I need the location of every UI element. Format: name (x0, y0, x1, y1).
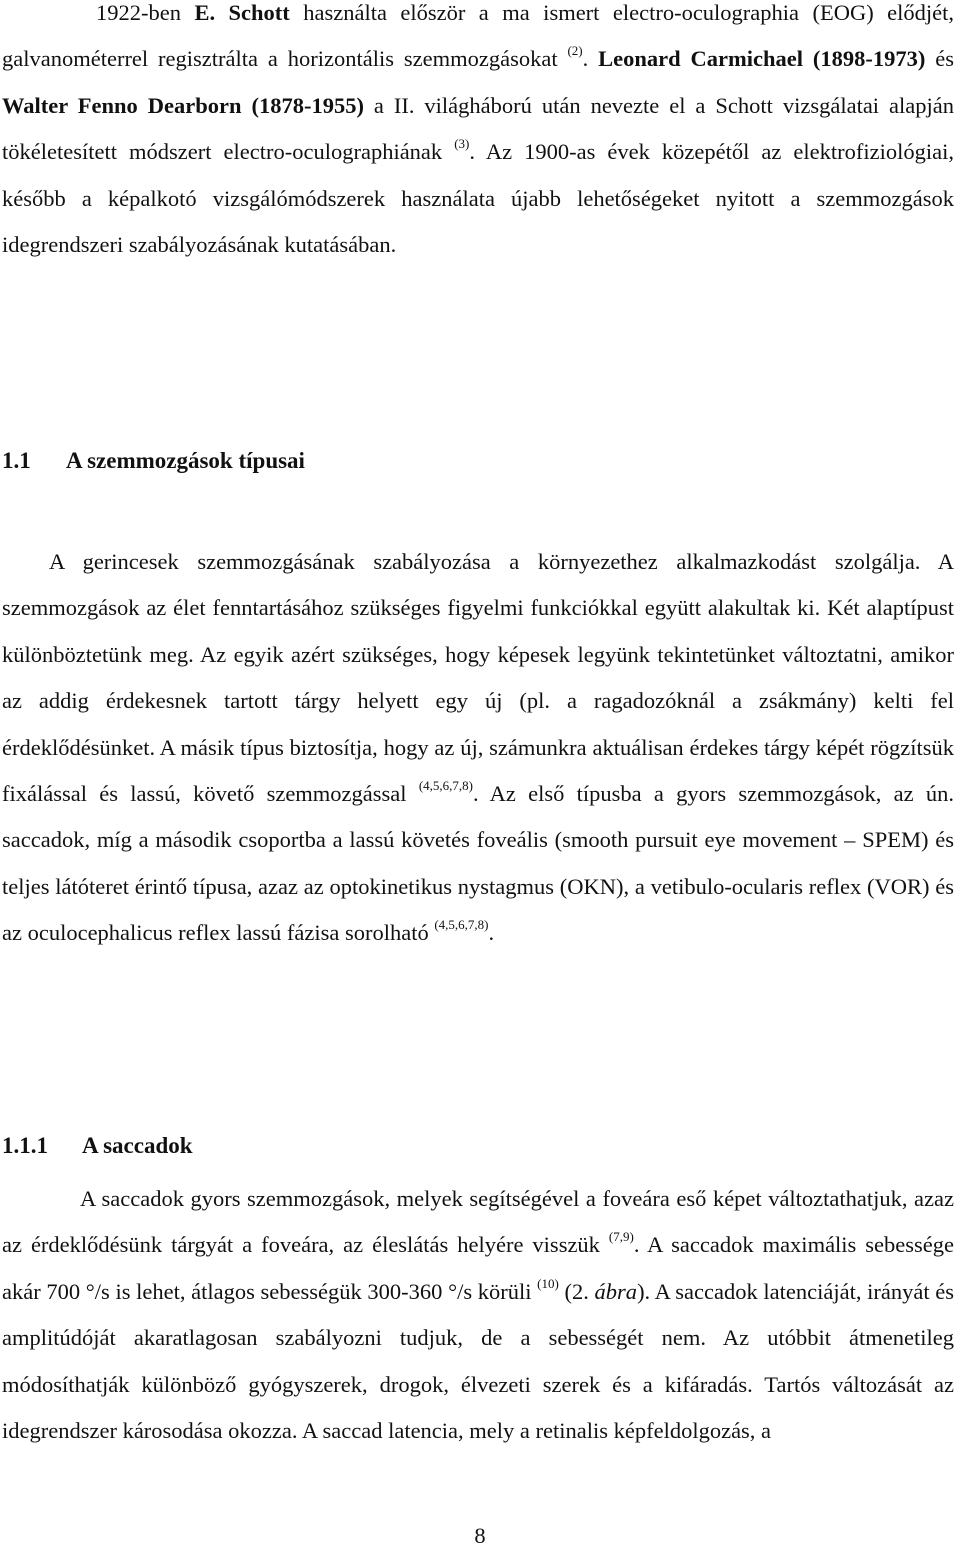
section-heading (2, 446, 305, 476)
name-dearborn: Walter Fenno Dearborn (1878-1955) (2, 92, 364, 118)
subsection-title: A saccadok (82, 1133, 193, 1158)
name-schott: E. Schott (194, 0, 290, 25)
subsection-heading (2, 1131, 193, 1161)
subsection-paragraph (2, 1176, 954, 1454)
citation-ref: (10) (537, 1275, 559, 1291)
body-text: A gerincesek szemmozgásának szabályozása a környezethez alkalmazkodást szolgálja. A szemmozgások az élet fenntartásához szükséges figyelmi funkciókkal együtt alakultak ki. Két alaptípust különböztetünk meg. Az egyik azért szükséges, hogy képesek legyünk tekintetünket változtatni, amikor az addig érdekesnek tartott tárgy helyett egy új (pl. a ragadozóknál a zsákmány) kelti fel érdeklődésünket. A másik típus biztosítja, hogy az új, számunkra aktuálisan érdekes tárgy képét rögzítsük fixálással és lassú, követő szemmozgással (2, 549, 954, 807)
figure-reference: ábra (594, 1278, 638, 1304)
body-text: és (935, 46, 955, 72)
body-text: (2. (558, 1278, 589, 1304)
year-text: 1922-ben (96, 0, 181, 25)
intro-paragraph (2, 0, 954, 268)
body-text: használta először a ma ismert electro-oculographia (EOG) elődjét, galvanométerrel regisztrálta a horizontális szemmozgásokat (2, 0, 955, 72)
body-text: ). A saccadok latenciáját, irányát és amplitúdóját akaratlagosan szabályozni tudjuk, de a sebességét nem. Az utóbbit átmenetileg módosíthatják különböző gyógyszerek, drogok, élvezeti szerek és a kifáradás. Tartós változását az idegrendszer károsodása okozza. A saccad latencia, mely a retinalis képfeldolgozás, a (2, 1278, 954, 1444)
body-text: a II. világháború után nevezte el a Schott vizsgálatai alapján tökéletesített módszert electro-oculographiának (2, 92, 954, 165)
page-number: 8 (474, 1523, 486, 1548)
body-text: . Az első típusba a gyors szemmozgások, az ún. saccadok, míg a második csoportba a lassú követés foveális (smooth pursuit eye movement – SPEM) és teljes látóteret érintő típusa, azaz az optokinetikus nystagmus (OKN), a vetibulo-ocularis reflex (VOR) és az oculocephalicus reflex lassú fázisa sorolható (2, 781, 955, 946)
body-text: . (488, 920, 495, 946)
body-text: . Az 1900-as évek közepétől az elektrofiziológiai, később a képalkotó vizsgálómódszerek használata újabb lehetőségeket nyitott a szemmozgások idegrendszeri szabályozásának kutatásában. (2, 139, 954, 258)
citation-ref: (4,5,6,7,8) (434, 917, 489, 933)
citation-ref: (2) (567, 43, 583, 59)
section-title: A szemmozgások típusai (66, 448, 305, 473)
citation-ref: (7,9) (608, 1229, 634, 1245)
citation-ref: (4,5,6,7,8) (418, 777, 473, 793)
body-text: A saccadok gyors szemmozgások, melyek segítségével a foveára eső képet változtathatjuk, azaz az érdeklődésünk tárgyát a foveára, az éleslátás helyére visszük (2, 1186, 954, 1258)
body-text: . (582, 46, 589, 72)
section-number: 1.1 (2, 448, 31, 473)
name-carmichael: Leonard Carmichael (1898-1973) (598, 46, 926, 72)
body-text: . A saccadok maximális sebessége akár 700 °/s is lehet, átlagos sebességük 300-360 °/s körüli (2, 1232, 954, 1304)
citation-ref: (3) (454, 136, 470, 152)
section-paragraph (2, 539, 954, 957)
subsection-number: 1.1.1 (2, 1133, 48, 1158)
